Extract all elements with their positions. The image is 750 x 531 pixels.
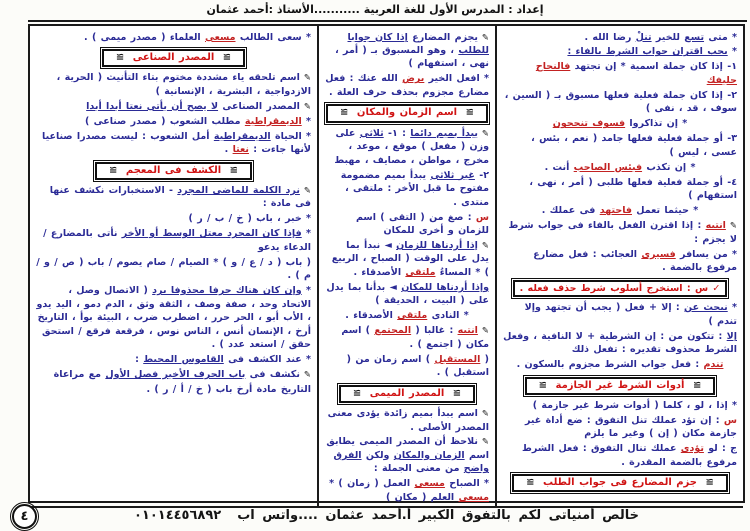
text-segment: جزم المضارع فى جواب الطلب bbox=[538, 477, 702, 489]
text-segment: * حيثما تعمل bbox=[632, 205, 699, 217]
text-segment: ٢- bbox=[474, 169, 489, 181]
question-box bbox=[513, 280, 728, 297]
text-line bbox=[503, 204, 737, 217]
text-line bbox=[325, 407, 489, 434]
text-line bbox=[325, 435, 489, 475]
pen-icon: ✎ bbox=[725, 221, 737, 232]
text-line bbox=[503, 117, 737, 130]
pen-icon: ✎ bbox=[299, 370, 311, 381]
text-line bbox=[325, 31, 489, 71]
text-segment: العمل ( زمان ) * bbox=[329, 478, 415, 490]
text-segment: فبئس الصاحب bbox=[573, 161, 643, 173]
text-segment: : غالبا ( bbox=[411, 325, 458, 337]
text-segment: يبدأ بميم دائما bbox=[410, 127, 478, 139]
text-segment: فإذا كان المجرد معتل الوسط أو الأخر bbox=[121, 228, 302, 240]
text-segment: من معنى الجملة : bbox=[373, 463, 464, 475]
text-segment: * إن تذاكروا bbox=[625, 118, 688, 130]
text-segment: مسعى bbox=[204, 31, 236, 43]
text-line bbox=[503, 176, 737, 203]
text-segment: * افعل الخير bbox=[424, 73, 489, 85]
text-segment: س bbox=[723, 414, 737, 426]
text-segment: القاموس المحيط bbox=[143, 354, 224, 366]
pen-icon: ✎ bbox=[477, 437, 489, 448]
text-segment: العلم ( مكان ) bbox=[385, 491, 459, 503]
text-line bbox=[503, 248, 737, 275]
text-segment: ) اسم زمان من ( استقبل ) . bbox=[346, 353, 489, 379]
text-segment: نكشف فى bbox=[245, 369, 300, 381]
text-line bbox=[503, 414, 737, 441]
text-segment: * متى bbox=[704, 31, 737, 43]
text-segment: إلا bbox=[726, 330, 737, 342]
text-line bbox=[503, 399, 737, 412]
pen-icon: ✎ bbox=[299, 185, 311, 196]
text-segment: ) اسم مكان ( اجتمع ) . bbox=[341, 325, 489, 350]
text-segment: أمل الشعوب : ليست مصدرا صناعيا لأنها جاءت : bbox=[42, 130, 311, 156]
text-segment: : إذا اقترن الفعل بالفاء فى جواب شرط لا يجزم : bbox=[508, 220, 737, 245]
text-line bbox=[503, 60, 737, 87]
text-segment: مسعى bbox=[414, 478, 445, 490]
page-title: إعداد : المدرس الأول للغة العربية ...........الأستاذ :أحمد عثمان bbox=[206, 3, 544, 16]
text-segment: نعتا bbox=[232, 144, 249, 156]
text-segment: * سعى الطالب bbox=[235, 31, 311, 43]
text-segment: ( باب ( د / ع / و ) * الصيام / صام يصوم / باب ( ص / و / م ) . bbox=[36, 256, 311, 282]
text-segment: مسعى bbox=[458, 491, 489, 503]
header-rule bbox=[28, 20, 747, 22]
text-segment: * bbox=[301, 285, 311, 297]
text-segment: يجزم المضارع bbox=[407, 31, 478, 43]
text-line bbox=[325, 239, 489, 279]
text-segment: الزمان والمكان bbox=[393, 449, 465, 461]
pen-icon: ✎ bbox=[477, 409, 489, 420]
text-segment: الفرق واضح bbox=[333, 449, 489, 475]
text-segment: ٣- أو جملة فعلية فعلها جامد ( نعم ، بئس ، عسى ، ليس ) bbox=[531, 133, 737, 158]
text-segment: ثلاثى bbox=[359, 127, 384, 139]
section-header-jussive-response bbox=[512, 474, 728, 492]
section-header-mimi-masdar bbox=[339, 385, 475, 403]
text-line bbox=[36, 184, 311, 211]
pen-icon: ✎ bbox=[477, 326, 489, 337]
section-header-dictionary-lookup bbox=[95, 162, 252, 180]
text-line bbox=[325, 72, 489, 99]
text-line bbox=[503, 132, 737, 159]
column-left-masdar-dictionary bbox=[30, 26, 317, 506]
text-segment: ج : لو bbox=[703, 443, 737, 455]
text-segment: باب الحرف الأخير فصل الأول bbox=[105, 369, 246, 381]
section-header-time-place-noun bbox=[326, 104, 488, 122]
section-header-nonjussive-tools bbox=[525, 377, 716, 395]
text-segment: الديمقراطية bbox=[244, 115, 302, 127]
text-segment: : ١- bbox=[383, 127, 411, 139]
footer-row bbox=[30, 506, 743, 523]
text-line bbox=[325, 211, 489, 238]
text-line bbox=[503, 161, 737, 174]
text-segment: نأتى بالمضارع / الدعاء يدعو bbox=[43, 228, 311, 253]
text-segment: نلاحظ أن المصدر الميمى يطابق اسم bbox=[326, 436, 489, 461]
text-segment: * إن تكذب bbox=[642, 161, 696, 173]
text-segment: عملك تنال التفوق : فعل الشرط مرفوع بالضمة المقدرة . bbox=[521, 443, 737, 468]
text-line bbox=[36, 100, 311, 113]
text-segment: الأصدقاء . bbox=[345, 310, 398, 322]
ornament-icon: ≅ bbox=[538, 379, 548, 391]
column-right-conditional-rules bbox=[495, 26, 743, 506]
check-icon: ✓ bbox=[708, 282, 721, 294]
text-segment: تؤدى bbox=[680, 443, 704, 455]
text-segment: ( الاتصال وصل ، الاتحاد وحد ، صفة وصف ، الثقة وثق ، الدم دمو ، اليد يدو ، الأب أبو ، الحر حرر ، اضطرب ضرب ، البيئة بوأ ، التاريخ أرخ ، الإنسان أنس ، الناس نوس ، فرقعة فرقع / استحق حقق / استعد عدد ) . bbox=[36, 285, 311, 351]
section-header-artificial-masdar bbox=[102, 49, 245, 67]
pen-icon: ✎ bbox=[299, 73, 311, 84]
text-segment: نبحث عن bbox=[684, 302, 728, 314]
text-segment: أنت . bbox=[544, 161, 574, 173]
text-segment: فى عملك . bbox=[541, 205, 600, 217]
text-segment: - الاستخبارات نكشف عنها فى مادة : bbox=[49, 184, 311, 210]
text-segment: الأصدقاء . bbox=[353, 266, 406, 278]
pen-icon: ✎ bbox=[477, 240, 489, 251]
ornament-icon: ≅ bbox=[115, 51, 125, 63]
text-segment: إذا أردناها للزمان bbox=[396, 239, 478, 251]
text-segment: ( bbox=[480, 353, 489, 365]
text-segment: : تتكون من : إن الشرطية + لا النافية ، وفعل الشرط محذوف تقديره : تفعل ذلك bbox=[503, 330, 737, 356]
text-line bbox=[36, 256, 311, 283]
text-segment: مطلب الشعوب ( مصدر صناعى ) bbox=[84, 115, 245, 127]
pen-icon: ✎ bbox=[477, 32, 489, 43]
text-segment: * إذا ، لو ، كلما ( أدوات شرط غير جازمة ) bbox=[532, 399, 737, 411]
text-segment: فاجتهد bbox=[599, 205, 632, 217]
text-segment: فسيرى bbox=[641, 248, 676, 260]
text-line bbox=[36, 368, 311, 381]
text-segment: : إلا + فعل ( يجب أن تجتهد وإلا تندم ) bbox=[524, 302, 737, 327]
text-segment: ولكن bbox=[361, 449, 394, 461]
text-segment: الله عنك : فعل مضارع مجزوم بحذف حرف العلة . bbox=[325, 73, 489, 98]
text-segment: س bbox=[475, 211, 489, 223]
text-segment: * النادى bbox=[427, 310, 469, 322]
text-segment: * الحياة bbox=[270, 130, 311, 142]
text-line bbox=[325, 309, 489, 322]
text-segment: * الصباح bbox=[444, 478, 489, 490]
ornament-icon: ≅ bbox=[465, 107, 474, 119]
text-segment: لا يصح أن يأتى نعتا أبدا أبدا bbox=[86, 100, 219, 112]
text-segment: انتبه bbox=[705, 220, 726, 232]
text-segment: الديمقراطية bbox=[213, 130, 271, 142]
text-line bbox=[325, 281, 489, 308]
text-segment: * bbox=[301, 115, 311, 127]
pen-icon: ✎ bbox=[299, 101, 311, 112]
text-segment: تسع bbox=[684, 31, 705, 43]
text-segment: ٢- إذا كان جملة فعلية فعلها مسبوق بـ ( السين ، سوف ، قد ، نفى ) bbox=[504, 89, 737, 115]
text-segment: التاريخ مادة أرخ باب ( خ / أ / ر ) . bbox=[146, 384, 311, 396]
text-segment: س : استخرج أسلوب شرط حذف فعله . bbox=[519, 282, 709, 294]
ornament-icon: ≅ bbox=[229, 164, 239, 176]
text-line bbox=[325, 324, 489, 351]
text-line bbox=[503, 330, 737, 357]
text-line bbox=[36, 212, 311, 225]
text-line bbox=[36, 31, 311, 44]
text-line bbox=[503, 301, 737, 328]
page-number-badge: ٤ bbox=[12, 504, 37, 529]
text-segment: انتبه bbox=[457, 325, 478, 337]
text-line bbox=[325, 169, 489, 209]
ornament-icon: ≅ bbox=[526, 477, 535, 489]
text-segment: المصدر الصناعى bbox=[128, 51, 219, 63]
content-frame bbox=[28, 24, 745, 523]
text-line bbox=[36, 227, 311, 254]
ornament-icon: ≅ bbox=[340, 107, 349, 119]
text-segment: نرد الكلمة للماضى المجرد bbox=[177, 184, 300, 196]
text-segment: ١- إذا كان جملة اسمية * إن تجتهد bbox=[570, 61, 737, 73]
text-line bbox=[503, 89, 737, 116]
footer-phone-number: ٠١٠١٤٤٥٦٨٩٢ bbox=[133, 507, 222, 523]
text-line bbox=[36, 130, 311, 157]
text-segment: ملتقى bbox=[405, 266, 436, 278]
text-line bbox=[503, 358, 737, 371]
text-segment: على وزن ( مفعل ) موقع ، موعد ، مخرج ، مواطن ، مصايف ، مهبط bbox=[334, 127, 489, 166]
text-segment: وإذا أردناها للمكان bbox=[401, 281, 489, 293]
text-segment: للخير bbox=[651, 31, 685, 43]
columns-area bbox=[30, 26, 743, 506]
text-segment: * bbox=[727, 46, 737, 58]
text-segment: ملتقى bbox=[397, 310, 428, 322]
text-segment: فسوف تنجحون bbox=[552, 118, 626, 130]
text-line bbox=[36, 353, 311, 366]
text-segment: أدوات الشرط غير الجازمة bbox=[551, 379, 689, 391]
text-segment: المجتمع bbox=[374, 325, 412, 337]
text-segment: تندم bbox=[703, 359, 724, 371]
text-segment: ، وهو المسبوق بـ ( أمر ، نهى ، استفهام ) bbox=[335, 44, 489, 70]
text-segment: . bbox=[224, 144, 233, 156]
text-line bbox=[325, 127, 489, 167]
text-segment: : bbox=[135, 354, 144, 366]
text-line bbox=[503, 442, 737, 469]
text-segment: وإن كان هناك حرفا محذوفا يرد bbox=[152, 285, 302, 297]
text-segment: ٤- أو جملة فعلية فعلها طلبى ( أمر ، نهى ، استفهام ) bbox=[529, 176, 737, 202]
text-segment: * خبر ، باب ( خ / ب / ر ) bbox=[188, 213, 311, 225]
text-segment: المستقبل bbox=[434, 353, 481, 365]
footer-wishes-text: خالص أمنياتى لكم بالتفوق الكبير أ.أحمد عثمان ....واتس اب bbox=[237, 507, 640, 523]
text-line bbox=[36, 71, 311, 98]
text-segment: * عند الكشف فى bbox=[223, 354, 311, 366]
text-line bbox=[503, 31, 737, 44]
ornament-icon: ≅ bbox=[452, 387, 462, 399]
text-segment: اسم تلحقه ياء مشددة مختوم بتاء التأنيث ( الحرية ، الازدواجية ، البشرية ، الإنسانية ) bbox=[56, 72, 311, 97]
text-segment: مع مراعاة bbox=[53, 369, 106, 381]
column-middle-time-place-nouns bbox=[317, 26, 495, 506]
text-segment: العجائب : فعل مضارع مرفوع بالضمة . bbox=[533, 248, 737, 274]
ornament-icon: ≅ bbox=[222, 51, 232, 63]
text-segment: اسم يبدأ بميم زائدة يؤدى معنى المصدر الأصلى . bbox=[327, 408, 489, 433]
text-line bbox=[36, 383, 311, 396]
text-segment: رضا الله . bbox=[584, 31, 636, 43]
text-line bbox=[503, 45, 737, 58]
text-segment: المصدر الميمى bbox=[365, 387, 449, 399]
text-segment: العلماء ( مصدر ميمى ) . bbox=[84, 31, 205, 43]
text-segment: : صغ من ( التقى ) اسم للزمان و أخرى للمكان bbox=[355, 211, 489, 236]
text-line bbox=[503, 219, 737, 246]
text-segment: ◄ نبدأ بما يدل على الوقت ( الصباح ، الربيع ) * المساءُ bbox=[331, 239, 489, 278]
ornament-icon: ≅ bbox=[705, 477, 714, 489]
text-line bbox=[36, 115, 311, 128]
text-segment: يبدأ بميم مضمومة مفتوح ما قبل الأخر : ملتقى ، منتدى . bbox=[340, 169, 489, 208]
text-segment: الكشف فى المعجم bbox=[121, 164, 226, 176]
text-segment: * bbox=[301, 228, 311, 240]
text-segment: : إن تؤد عملك تنل التفوق : ضع أداة غير جازمة مكان ( إن ) وغير ما يلزم bbox=[525, 414, 737, 440]
pen-icon: ✎ bbox=[477, 128, 489, 139]
text-segment: * bbox=[727, 302, 737, 314]
text-segment: فالنجاح حليفك bbox=[535, 61, 737, 86]
text-segment: * من يسافر bbox=[675, 248, 737, 260]
text-segment: : فعل جواب الشرط مجزوم بالسكون . bbox=[516, 359, 704, 371]
ornament-icon: ≅ bbox=[692, 379, 702, 391]
text-segment: غير ثلاثى bbox=[430, 169, 475, 181]
text-segment: اسم الزمان والمكان bbox=[352, 107, 462, 119]
text-line bbox=[325, 353, 489, 380]
text-line bbox=[325, 477, 489, 504]
text-segment: ◄ بدأنا بما يدل على ( البيت ، الحديقة ) bbox=[326, 281, 489, 307]
text-segment: يجب اقتران جواب الشرط بالفاء : bbox=[567, 46, 728, 58]
text-segment: يرض bbox=[402, 73, 425, 85]
ornament-icon: ≅ bbox=[108, 164, 118, 176]
text-segment: إذا كان جوابا للطلب bbox=[347, 31, 489, 56]
ornament-icon: ≅ bbox=[352, 387, 362, 399]
text-segment: المصدر الصناعى bbox=[218, 100, 300, 112]
text-line bbox=[36, 284, 311, 351]
text-segment: تنلْ bbox=[635, 31, 652, 43]
